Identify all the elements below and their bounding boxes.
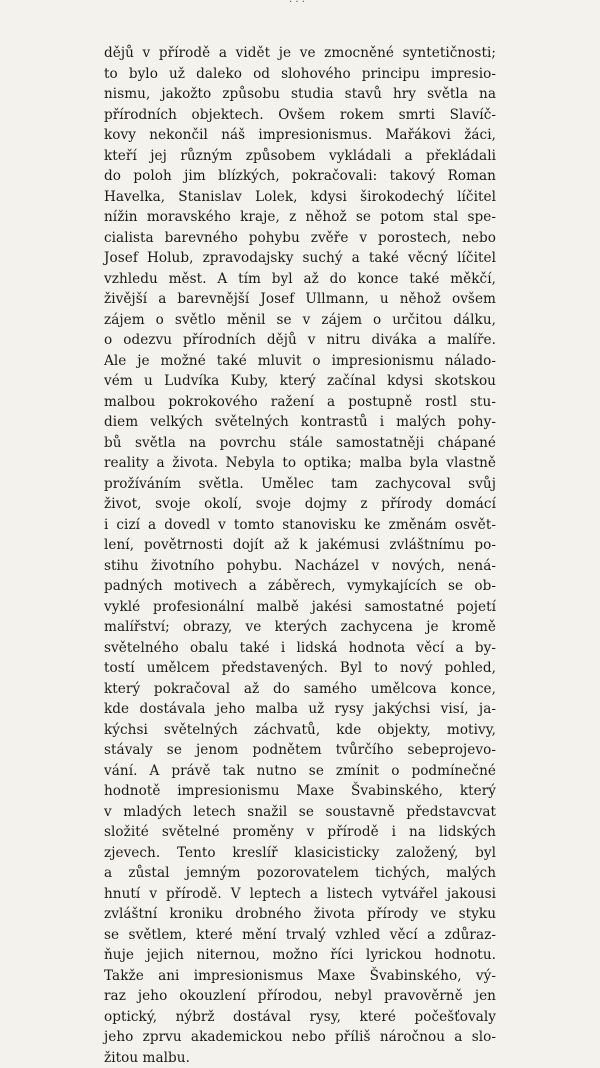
text-line: optický, nýbrž dostával rysy, které počešťovaly xyxy=(104,1007,496,1028)
text-line: se světlem, které mění trvalý vzhled věcí a zdůraz- xyxy=(104,925,496,946)
text-line: i cizí a dovedl v tomto stanovisku ke změnám osvět- xyxy=(104,515,496,536)
text-line: zvláštní kroniku drobného života přírody ve styku xyxy=(104,904,496,925)
text-line: zájem o světlo měnil se v zájem o určitou dálku, xyxy=(104,310,496,331)
text-line: dějů v přírodě a vidět je ve zmocněné syntetičnosti; xyxy=(104,43,496,64)
text-line: bů světla na povrchu stále samostatněji chápané xyxy=(104,433,496,454)
text-line: hodnotě impresionismu Maxe Švabinského, který xyxy=(104,781,496,802)
text-line: Havelka, Stanislav Lolek, kdysi širokodechý líčitel xyxy=(104,187,496,208)
text-line: malbou pokrokového ražení a postupně rostl stu- xyxy=(104,392,496,413)
text-line: cialista barevného pohybu zvěře v porostech, nebo xyxy=(104,228,496,249)
text-line: stávaly se jenom podnětem tvůrčího sebeprojevo- xyxy=(104,740,496,761)
text-line: hnutí v přírodě. V leptech a listech vytvářel jakousi xyxy=(104,884,496,905)
text-line: a zůstal jemným pozorovatelem tichých, malých xyxy=(104,863,496,884)
text-line: kteří jej různým způsobem vykládali a překládali xyxy=(104,146,496,167)
text-line: vyklé profesionální malbě jakési samostatné pojetí xyxy=(104,597,496,618)
text-line: diem velkých světelných kontrastů i malých pohy- xyxy=(104,412,496,433)
page-top-mark: · · · xyxy=(262,0,332,6)
text-line: zjevech. Tento kreslíř klasicisticky založený, byl xyxy=(104,843,496,864)
text-line: kýchsi světelných záchvatů, kde objekty, motivy, xyxy=(104,720,496,741)
text-line: to bylo už daleko od slohového principu impresio- xyxy=(104,64,496,85)
text-line: stihu životního pohybu. Nacházel v nových, nená- xyxy=(104,556,496,577)
text-line: reality a života. Nebyla to optika; malba byla vlastně xyxy=(104,453,496,474)
text-line: do poloh jim blízkých, pokračovali: takový Roman xyxy=(104,166,496,187)
text-line: padných motivech a záběrech, vymykajících se ob- xyxy=(104,576,496,597)
text-line: Josef Holub, zpravodajsky suchý a také věcný líčitel xyxy=(104,248,496,269)
text-line: v mladých letech snažil se soustavně představcvat xyxy=(104,802,496,823)
text-line: jeho zprvu akademickou nebo příliš náročnou a slo- xyxy=(104,1027,496,1048)
text-line: ňuje jejich niternou, možno říci lyrickou hodnotu. xyxy=(104,945,496,966)
text-line: nismu, jakožto způsobu studia stavů hry světla na xyxy=(104,84,496,105)
text-line: který pokračoval až do samého umělcova konce, xyxy=(104,679,496,700)
text-line: tostí umělcem představených. Byl to nový pohled, xyxy=(104,658,496,679)
text-line: složité světelné proměny v přírodě i na lidských xyxy=(104,822,496,843)
text-line: žitou malbu. xyxy=(104,1048,496,1068)
text-line: lení, povětrnosti dojít až k jakémusi zvláštnímu po- xyxy=(104,535,496,556)
text-line: prožíváním světla. Umělec tam zachycoval svůj xyxy=(104,474,496,495)
text-line: vání. A právě tak nutno se zmínit o podmínečné xyxy=(104,761,496,782)
text-line: Takže ani impresionismus Maxe Švabinského, vý- xyxy=(104,966,496,987)
text-line: kde dostávala jeho malba už rysy jakýchsi visí, ja- xyxy=(104,699,496,720)
text-line: přírodních objektech. Ovšem rokem smrti Slavíč- xyxy=(104,105,496,126)
text-line: o odezvu přírodních dějů v nitru diváka a malíře. xyxy=(104,330,496,351)
text-line: živější a barevnější Josef Ullmann, u něhož ovšem xyxy=(104,289,496,310)
text-line: vzhledu měst. A tím byl až do konce také měkčí, xyxy=(104,269,496,290)
text-line: život, svoje okolí, svoje dojmy z přírody domácí xyxy=(104,494,496,515)
text-line: kovy nekončil náš impresionismus. Mařákovi žáci, xyxy=(104,125,496,146)
text-line: raz jeho okouzlení přírodou, nebyl pravověrně jen xyxy=(104,986,496,1007)
text-line: světelného obalu také i lidská hodnota věcí a by- xyxy=(104,638,496,659)
body-text xyxy=(104,43,496,1068)
text-line: malířství; obrazy, ve kterých zachycena je kromě xyxy=(104,617,496,638)
text-line: Ale je možné také mluvit o impresionismu nálado- xyxy=(104,351,496,372)
text-line: nížin moravského kraje, z něhož se potom stal spe- xyxy=(104,207,496,228)
text-line: vém u Ludvíka Kuby, který začínal kdysi skotskou xyxy=(104,371,496,392)
